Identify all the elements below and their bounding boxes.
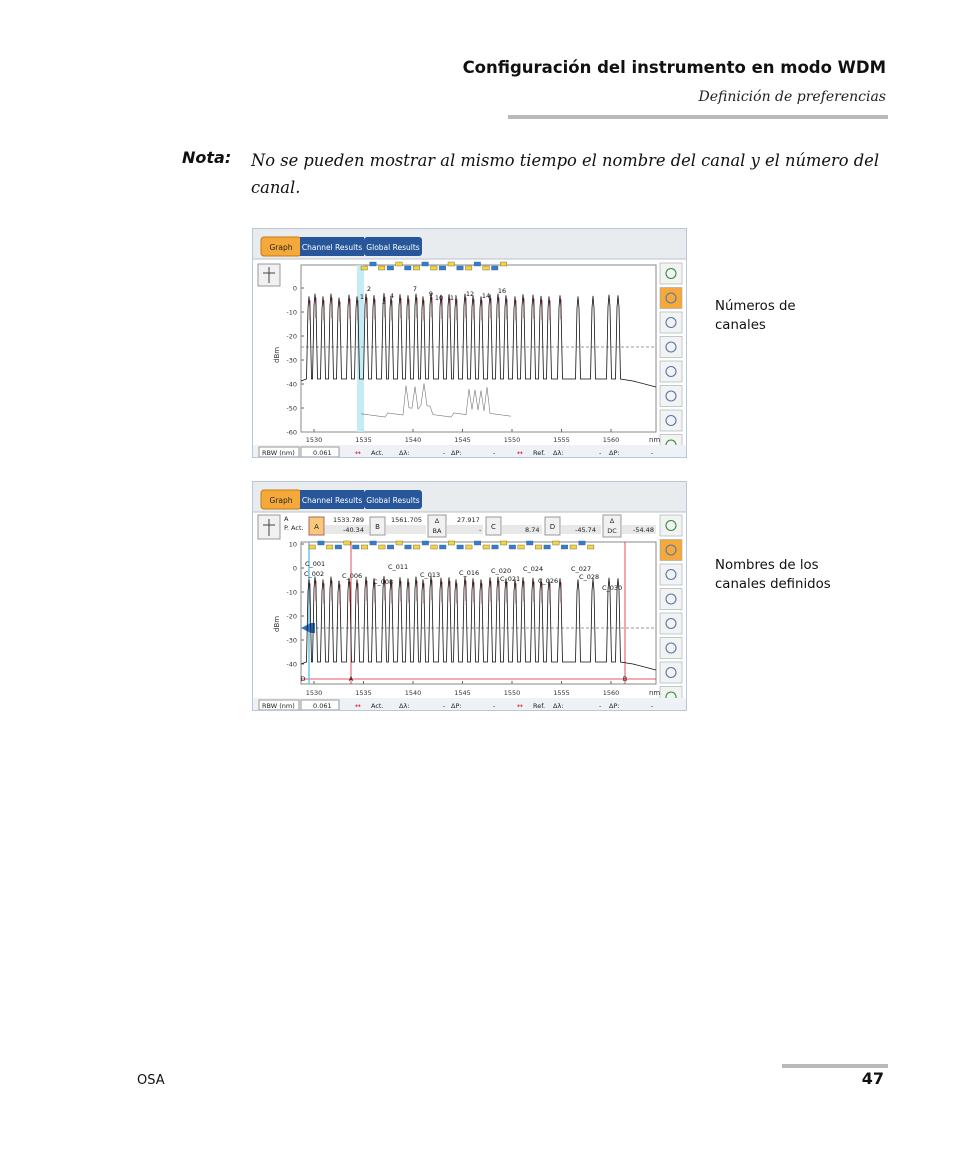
y-tick-label: -20 [286,332,297,341]
pointer-icon[interactable] [660,540,682,561]
x-tick-label: 1545 [454,689,471,697]
tab-channel-results[interactable] [300,237,364,256]
cursor-label: B [622,675,628,683]
callout-channel-numbers [715,297,796,335]
footer-doc-name: OSA [137,1073,165,1088]
channel-box [500,541,507,545]
channel-name-label: C_027 [571,565,592,573]
osa-graph-1 [253,229,687,458]
channel-number-label: 12 [465,290,475,298]
channel-box [318,541,325,545]
channel-box [431,266,438,270]
channel-box [344,541,351,545]
x-tick-label: 1560 [602,689,620,697]
tab-graph[interactable] [261,490,301,509]
channel-name-label: C_011 [388,563,409,571]
channel-box [370,541,377,545]
channel-box [587,545,594,549]
channel-box [570,545,577,549]
svg-text:DC: DC [607,527,617,535]
channel-box [457,545,464,549]
x-tick-label: 1535 [355,689,372,697]
svg-text:BA: BA [432,527,442,535]
channel-box [309,545,316,549]
channel-box [413,545,420,549]
tab-global-results[interactable] [364,237,422,256]
channel-number-label: 7 [412,285,418,293]
y-tick-label: 0 [292,284,297,293]
channel-box [492,266,499,270]
x-tick-label: 1530 [305,689,323,697]
svg-text:A: A [284,515,289,523]
channel-box [396,541,403,545]
selection-band [357,265,364,432]
svg-text:-45.74: -45.74 [575,526,596,534]
svg-text:27.917: 27.917 [457,516,480,524]
svg-text:Graph: Graph [269,496,293,505]
channel-name-label: C_026 [538,577,559,585]
channel-number-label: 11 [449,294,459,302]
x-tick-label: 1540 [404,689,422,697]
channel-box [387,545,394,549]
svg-text:-: - [599,449,602,457]
x-tick-label: 1555 [553,689,570,697]
channel-box [422,262,429,266]
svg-text:Δ: Δ [609,517,615,525]
y-tick-label: 10 [288,540,297,549]
channel-box [579,541,586,545]
svg-text:Act.: Act. [371,702,384,710]
page-number: 47 [861,1069,884,1088]
svg-text:C: C [491,523,496,531]
svg-text:Δ: Δ [434,517,440,525]
svg-text:ΔP:: ΔP: [451,449,462,457]
x-axis-unit: nm [649,689,661,697]
y-tick-label: -10 [286,308,297,317]
svg-text:-: - [443,449,446,457]
callout-line: canales [715,318,766,333]
channel-box [379,545,386,549]
x-tick-label: 1560 [602,436,620,444]
channel-box [500,262,507,266]
svg-text:-: - [599,702,602,710]
pointer-icon[interactable] [660,288,682,309]
marker-tool-icon[interactable] [258,264,280,286]
svg-text:RBW (nm): RBW (nm) [262,702,295,710]
channel-box [561,545,568,549]
channel-box [405,266,412,270]
svg-text:P. Act.: P. Act. [284,524,304,532]
zoom-area-icon[interactable] [660,589,682,610]
channel-number-label: 3 [381,298,387,306]
cursor-label: A [348,675,354,683]
zoom-in-icon[interactable] [660,386,682,407]
svg-text:-: - [651,449,654,457]
channel-name-label: C_020 [491,567,512,575]
channel-box [465,266,472,270]
svg-text:-: - [443,702,446,710]
channel-box [396,262,403,266]
channel-box [483,545,490,549]
svg-text:RBW (nm): RBW (nm) [262,449,295,457]
svg-text:ΔP:: ΔP: [609,702,620,710]
zoom-icon[interactable] [660,361,682,382]
channel-box [518,545,525,549]
channel-name-label: C_016 [459,569,480,577]
note-label: Nota: [182,148,232,167]
svg-text:1561.705: 1561.705 [391,516,423,524]
channel-number-label: 16 [497,287,507,295]
svg-text:↔: ↔ [517,702,523,710]
svg-text:B: B [375,523,380,531]
svg-text:A: A [314,523,319,531]
note-text: No se pueden mostrar al mismo tiempo el nombre del canal y el número del canal. [251,151,880,197]
y-tick-label: -40 [286,660,297,669]
y-tick-label: -40 [286,380,297,389]
x-tick-label: 1555 [553,436,570,444]
zoom-out-icon[interactable] [660,662,682,683]
channel-box [335,545,342,549]
channel-number-label: 1 [359,293,365,301]
channel-name-label: C_008 [373,578,394,586]
footer-rule [782,1064,888,1068]
channel-box [492,545,499,549]
header-subtitle: Definición de preferencias [698,89,886,105]
channel-box [509,545,515,549]
channel-number-label: 9 [428,290,434,298]
marker-a-button[interactable] [309,517,324,535]
osa-screenshot-channel-numbers [252,228,687,458]
svg-text:Graph: Graph [269,243,293,252]
y-tick-label: -20 [286,612,297,621]
marker-b-button[interactable] [370,517,385,535]
channel-box [353,545,360,549]
channel-name-label: C_001 [305,560,326,568]
channel-name-label: C_002 [304,570,325,578]
y-tick-label: -30 [286,636,297,645]
svg-text:↔: ↔ [355,449,361,457]
svg-text:ΔP:: ΔP: [451,702,462,710]
svg-text:0.061: 0.061 [313,449,332,457]
x-tick-label: 1540 [404,436,422,444]
fit-view-icon[interactable] [660,263,682,284]
status-bar [253,698,687,711]
svg-text:ΔP:: ΔP: [609,449,620,457]
channel-box [431,545,438,549]
channel-box [457,266,464,270]
channel-name-label: C_024 [523,565,544,573]
tab-global-results[interactable] [364,490,422,509]
svg-text:Global Results: Global Results [366,496,420,505]
svg-text:Δλ:: Δλ: [399,449,410,457]
x-tick-label: 1550 [503,436,521,444]
channel-name-label: C_013 [420,571,441,579]
svg-text:Δλ:: Δλ: [399,702,410,710]
channel-number-label: 4 [389,292,395,300]
svg-text:-: - [651,702,654,710]
channel-name-label: C_006 [342,572,363,580]
channel-box [439,266,446,270]
x-tick-label: 1545 [454,436,471,444]
tab-graph[interactable] [261,237,301,256]
svg-text:Ref.: Ref. [533,449,546,457]
marker-d-button[interactable] [545,517,560,535]
channel-box [483,266,490,270]
channel-box [440,545,447,549]
channel-box [448,262,455,266]
channel-box [422,541,429,545]
channel-name-label: C_028 [579,573,600,581]
svg-text:-: - [493,702,496,710]
y-tick-label: -60 [286,428,297,437]
channel-name-label: C_030 [602,584,623,592]
fit-view-icon[interactable] [660,515,682,536]
x-axis-unit: nm [649,436,661,444]
svg-text:Global Results: Global Results [366,243,420,252]
y-axis-unit: dBm [273,615,281,632]
channel-number-label: 14 [481,292,491,300]
channel-box [405,545,412,549]
svg-text:Δλ:: Δλ: [553,449,564,457]
callout-channel-names [715,556,831,594]
channel-box [535,545,542,549]
channel-box [370,262,377,266]
svg-text:↔: ↔ [355,702,361,710]
channel-box [326,545,333,549]
channel-number-label: 10 [434,294,444,302]
svg-text:Channel Results: Channel Results [301,243,363,252]
x-tick-label: 1535 [355,436,372,444]
channel-name-label: C_021 [500,575,521,583]
channel-box [544,545,551,549]
delta-dc-button[interactable] [603,515,621,537]
svg-text:Channel Results: Channel Results [301,496,363,505]
y-tick-label: -10 [286,588,297,597]
zoom-out-icon[interactable] [660,410,682,431]
svg-text:↔: ↔ [517,449,523,457]
zoom-area-icon[interactable] [660,337,682,358]
svg-text:8.74: 8.74 [525,526,540,534]
channel-box [387,266,394,270]
pan-hand-icon[interactable] [660,312,682,333]
channel-box [361,545,368,549]
svg-text:-: - [479,526,482,534]
header-rule [508,115,888,119]
header-title: Configuración del instrumento en modo WDM [462,58,886,77]
channel-box [448,541,455,545]
channel-box [527,541,534,545]
svg-text:-54.48: -54.48 [633,526,654,534]
status-bar [253,445,687,458]
y-tick-label: -30 [286,356,297,365]
svg-text:Ref.: Ref. [533,702,546,710]
svg-text:0.061: 0.061 [313,702,332,710]
delta-ba-button[interactable] [428,515,446,537]
callout-line: Nombres de los [715,558,819,573]
channel-box [466,545,473,549]
cursor-label: D [300,675,306,683]
channel-box [413,266,420,270]
channel-box [474,541,481,545]
pan-hand-icon[interactable] [660,564,682,585]
x-tick-label: 1530 [305,436,323,444]
x-tick-label: 1550 [503,689,521,697]
y-tick-label: -50 [286,404,297,413]
svg-text:1533.789: 1533.789 [333,516,365,524]
channel-box [378,266,385,270]
channel-number-label: 2 [366,285,372,293]
zoom-icon[interactable] [660,613,682,634]
channel-box [474,262,481,266]
callout-line: Números de [715,299,796,314]
svg-text:D: D [549,523,556,531]
callout-line: canales definidos [715,577,831,592]
channel-box [361,266,368,270]
svg-text:Act.: Act. [371,449,384,457]
svg-text:-: - [493,449,496,457]
zoom-in-icon[interactable] [660,638,682,659]
y-axis-unit: dBm [273,346,281,363]
marker-c-button[interactable] [486,517,501,535]
osa-screenshot-channel-names [252,481,687,711]
y-tick-label: 0 [292,564,297,573]
tab-channel-results[interactable] [300,490,364,509]
channel-box [553,541,560,545]
svg-text:-40.34: -40.34 [343,526,364,534]
svg-text:Δλ:: Δλ: [553,702,564,710]
osa-graph-2 [253,482,687,711]
